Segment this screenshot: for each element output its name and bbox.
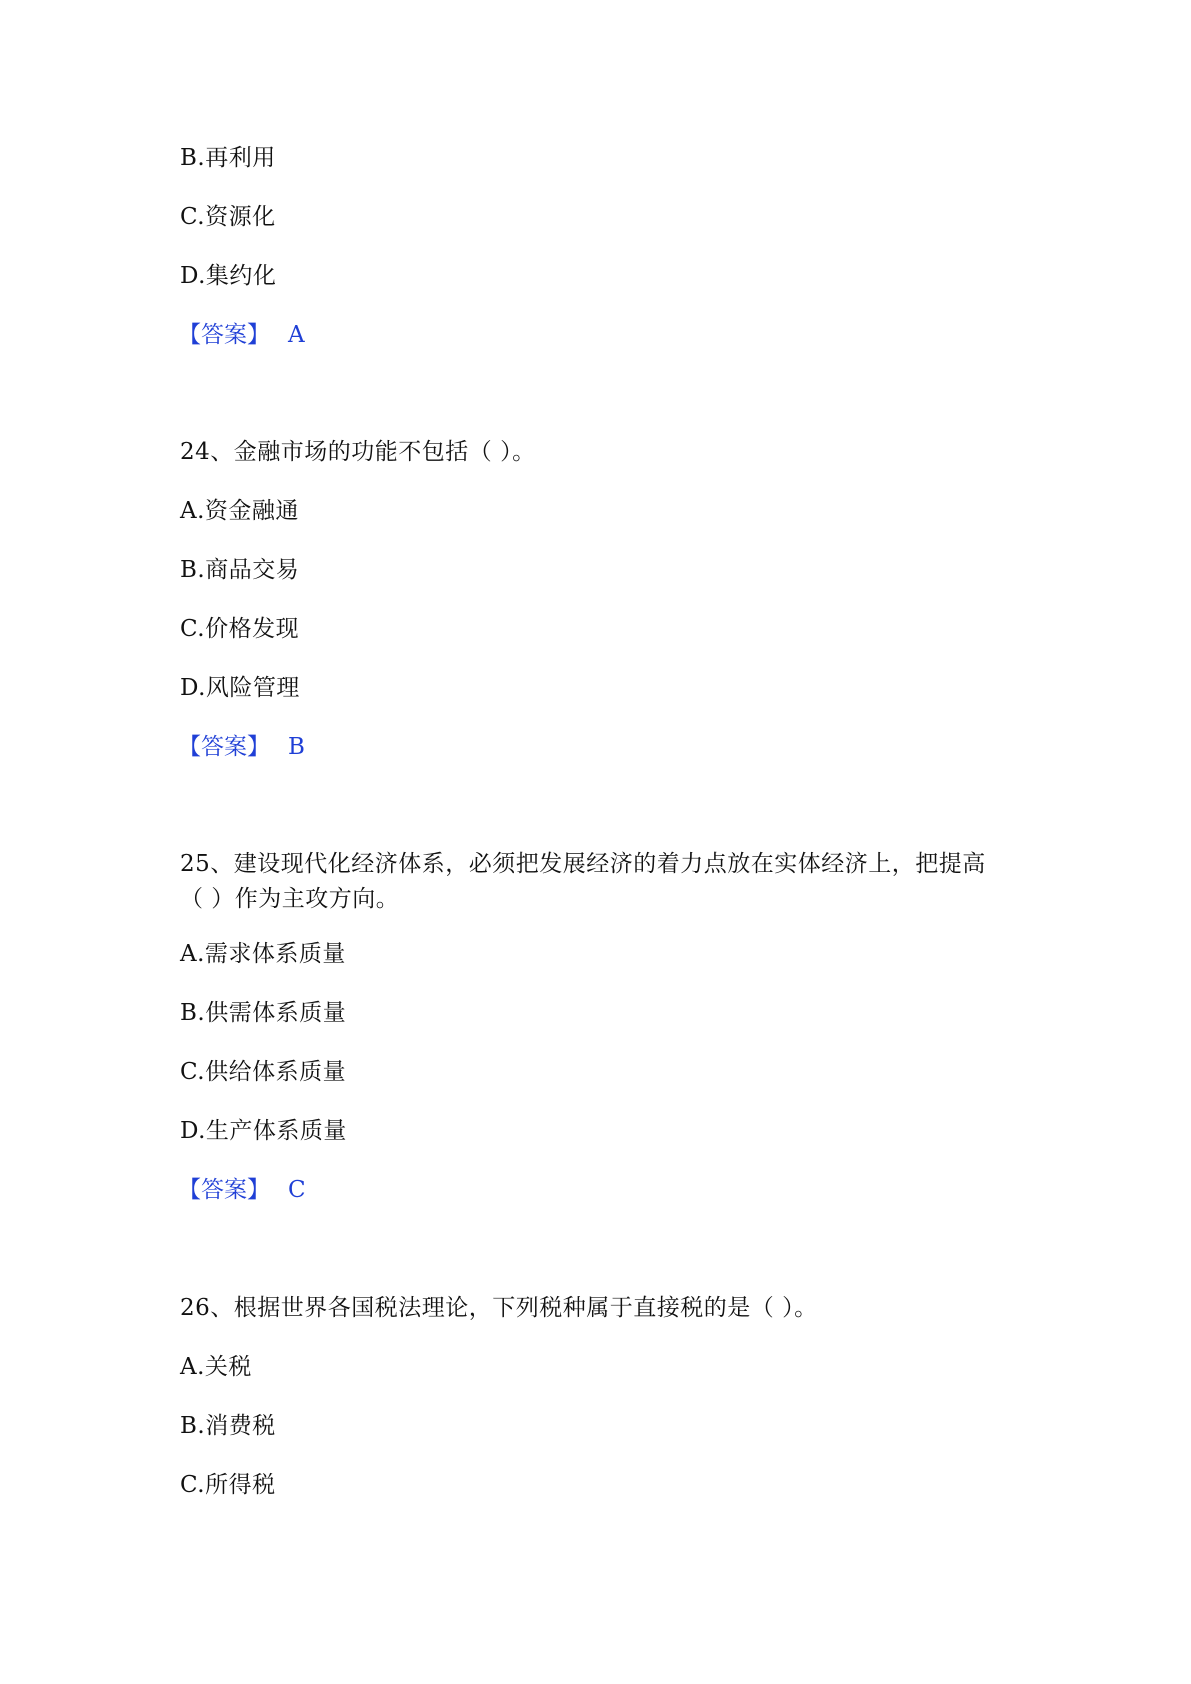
q24-option-b: B.商品交易 <box>180 557 300 583</box>
answer-value: B <box>288 734 305 760</box>
answer-label: 【答案】 <box>178 1177 270 1203</box>
q24-answer <box>178 732 305 762</box>
q26-option-a: A.关税 <box>180 1354 252 1380</box>
q23-option-b: B.再利用 <box>180 145 276 171</box>
q25-stem-line1: 25、建设现代化经济体系，必须把发展经济的着力点放在实体经济上，把提高 <box>180 851 986 877</box>
answer-value: A <box>288 322 305 348</box>
q25-option-a: A.需求体系质量 <box>180 941 346 967</box>
q23-answer <box>178 320 305 350</box>
q23-option-c: C.资源化 <box>180 204 276 230</box>
answer-value: C <box>288 1177 306 1203</box>
q24-option-a: A.资金融通 <box>180 498 299 524</box>
q26-option-b: B.消费税 <box>180 1413 276 1439</box>
answer-label: 【答案】 <box>178 734 270 760</box>
q24-stem: 24、金融市场的功能不包括（ ）。 <box>180 439 536 465</box>
q25-stem-line2: （ ）作为主攻方向。 <box>180 886 400 912</box>
q26-option-c: C.所得税 <box>180 1472 276 1498</box>
q23-option-d: D.集约化 <box>180 263 277 289</box>
q24-option-d: D.风险管理 <box>180 675 300 701</box>
q25-option-d: D.生产体系质量 <box>180 1118 347 1144</box>
q24-option-c: C.价格发现 <box>180 616 300 642</box>
q25-option-b: B.供需体系质量 <box>180 1000 347 1026</box>
answer-label: 【答案】 <box>178 322 270 348</box>
q26-stem: 26、根据世界各国税法理论，下列税种属于直接税的是（ ）。 <box>180 1295 818 1321</box>
q25-option-c: C.供给体系质量 <box>180 1059 347 1085</box>
q25-answer <box>178 1175 306 1205</box>
